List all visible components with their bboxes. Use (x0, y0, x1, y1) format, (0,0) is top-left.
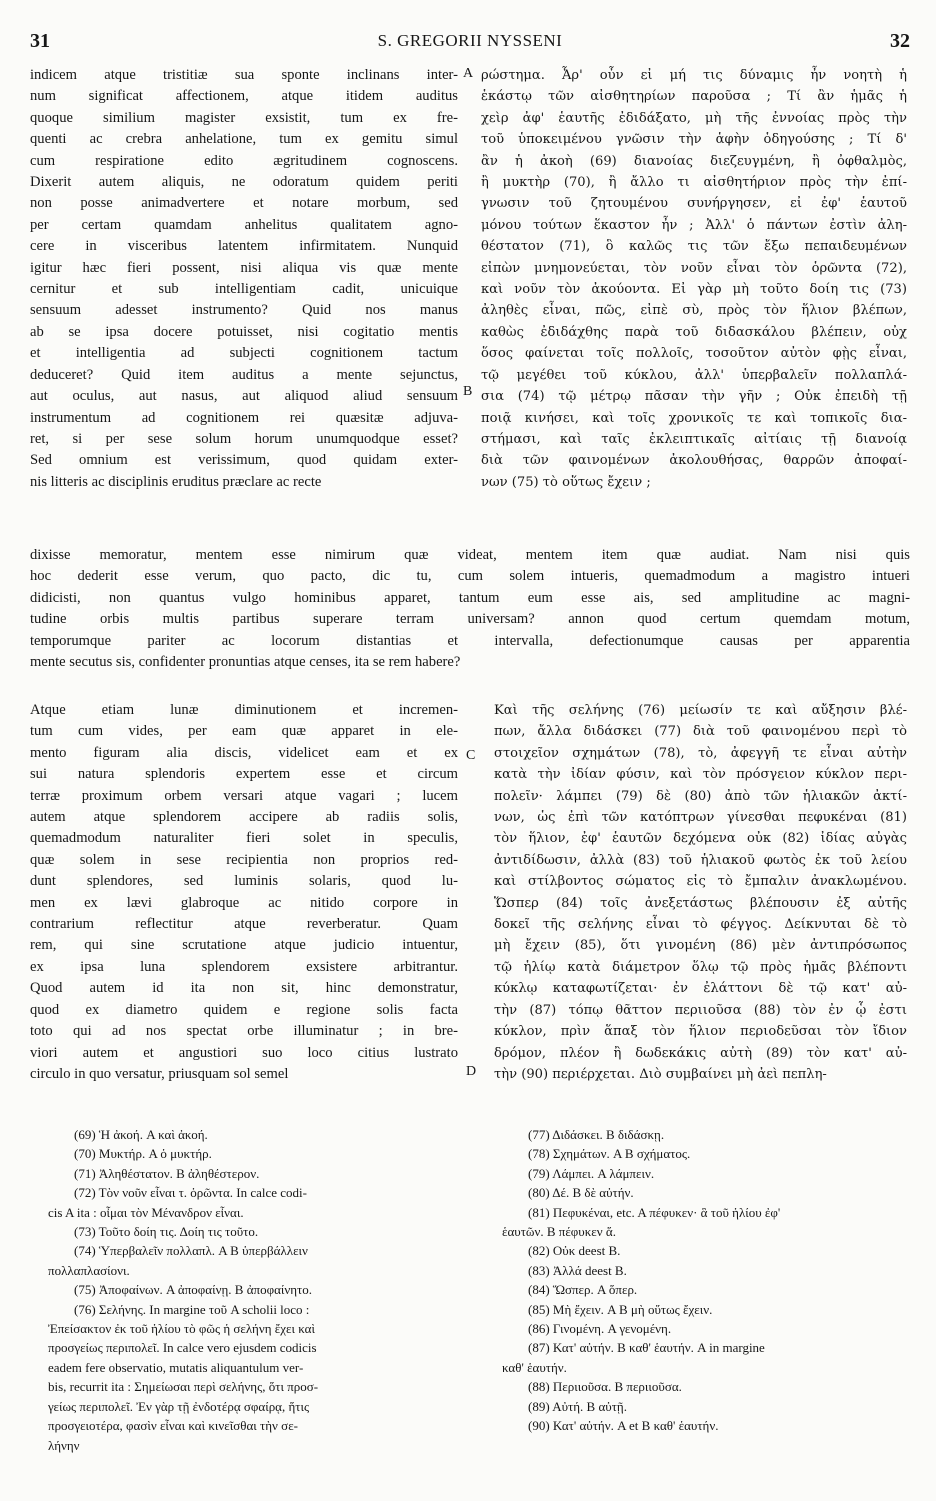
text-line: per certam quamdam anhelitus qualitatem agno- (30, 216, 458, 233)
text-line: terræ proximum orbem versari atque vagari ; lucem (30, 787, 458, 804)
footnote-line: (71) Ἀληθέστατον. B ἀληθέστερον. (74, 1165, 260, 1181)
text-line: τῷ ἡλίῳ κατὰ διάμετρον ὅλῳ τῷ πρὸς ἡμᾶς βλέποντι (494, 959, 907, 975)
text-line: quenti ac crebra anhelatione, tum ex gemitu simul (30, 131, 458, 148)
text-line: quemadmodum naturaliter fieri solet in speculis, (30, 830, 458, 847)
text-line: πων, ἄλλα διδάσκει (77) διὰ τοῦ φαινομένου περὶ τὸ (494, 724, 907, 740)
footnote-line: προσγειοτέρα, φασὶν εἶναι καὶ κινεῖσθαι τὴν σε- (48, 1418, 298, 1434)
footnote-line: (89) Αὐτή. B αὐτῇ. (528, 1398, 627, 1414)
text-line: dunt splendores, sed luminis solaris, quod lu- (30, 873, 458, 890)
text-line: rem, qui sine scrutatione atque judicio intuentur, (30, 937, 458, 954)
text-line: θέστατον (71), ὃ καλῶς τις τῶν ἔξω πεπαιδευμένων (481, 239, 907, 255)
greek-column-top (481, 65, 907, 493)
text-line: τὴν (87) τόπῳ θᾶττον περιιοῦσα (88) τὸν ἐν ᾧ ἐστι (494, 1002, 907, 1018)
text-line: στοιχεῖον σχημάτων (78), τὸ, ἀφεγγῆ τε εἶναι αὐτὴν (494, 745, 907, 761)
text-line: toto qui ad nos spectat orbe illuminatur ; in bre- (30, 1023, 458, 1040)
text-line: καθὼς ἐδιδάχθης παρὰ τοῦ διδασκάλου βλέπειν, οὐχ (481, 324, 907, 340)
text-line: didicisti, non quantus vulgo hominibus apparet, tantum eum esse ais, sed amplitudine ac magni- (30, 589, 910, 606)
text-line: ἢ μυκτὴρ (70), ἢ ἄλλο τι αἰσθητήριον πρὸς τὴν ἐπί- (481, 175, 907, 191)
footnote-line: (86) Γινομένη. A γενομένη. (528, 1321, 672, 1337)
text-line: κύκλον, πρὶν ἅπαξ τὸν ἥλιον περιοδεῦσαι τὸν ἴδιον (494, 1024, 907, 1040)
footnote-line: λήνην (48, 1437, 80, 1453)
text-line: instrumentum ad cognitionem rei quæsitæ adjuva- (30, 409, 458, 426)
text-line: Καὶ τῆς σελήνης (76) μείωσίν τε καὶ αὔξησιν βλέ- (494, 703, 907, 718)
text-line: ret, si per sese solum horum unumquodque esset? (30, 430, 458, 447)
text-line: ἂν ἡ ἀκοὴ (69) διανοίας διεζευγμένη, ἢ ὀφθαλμὸς, (481, 153, 907, 169)
text-line: mento figuram alia discis, videlicet eam et ex (30, 744, 458, 761)
footnotes-left (30, 1125, 470, 1455)
footnote-line: (73) Τοῦτο δοίη τις. Δοίη τις τοῦτο. (74, 1224, 259, 1240)
text-line: κύκλῳ καταφωτίζεται· ἐν ἐλάττονι δὲ τῷ κατ' αὐ- (494, 981, 907, 997)
text-line: Sed omnium est verissimum, quod quidam exter- (30, 452, 458, 469)
footnote-line: καθ' ἑαυτήν. (502, 1359, 567, 1375)
text-line: Quod autem id ita non sit, hinc demonstratur, (30, 980, 458, 997)
footnote-line: (78) Σχημάτων. A B σχήματος. (528, 1146, 691, 1162)
text-line: ἀντιδίδωσιν, ἀλλὰ (83) τοῦ ἡλιακοῦ φωτὸς ἐκ τοῦ λείου (494, 852, 907, 868)
footnote-line: eadem fere observatio, mutatis aliquantulum ver- (48, 1359, 304, 1375)
text-line: τῷ μεγέθει τοῦ κύκλου, ἀλλ' ὑπερβαλεῖν πολλαπλά- (481, 367, 907, 383)
text-line: men ex lævi glabroque ac nitido corpore in (30, 894, 458, 911)
footnote-line: (75) Ἀποφαίνων. A ἀποφαίνῃ. B ἀποφαίνητο. (74, 1282, 313, 1298)
margin-marker-b: B (463, 384, 473, 399)
footnote-line: (70) Μυκτήρ. A ὁ μυκτήρ. (74, 1146, 212, 1162)
text-line: κατὰ τὴν ἰδίαν φύσιν, καὶ τὸν πρόσγειον κύκλον περι- (494, 767, 907, 783)
footnote-line: (69) Ἡ ἀκοή. A καὶ ἀκοή. (74, 1127, 208, 1142)
text-line: Atque etiam lunæ diminutionem et incremen- (30, 702, 458, 718)
footnote-line: (79) Λάμπει. A λάμπειν. (528, 1165, 655, 1181)
text-line: circulo in quo versatur, priusquam sol semel (30, 1065, 289, 1082)
text-line: νων, ὡς ἐπὶ τῶν κατόπτρων γίνεσθαι πεφυκέναι (81) (494, 810, 907, 826)
text-line: dixisse memoratur, mentem esse nimirum quæ videat, mentem item quæ audiat. Nam nisi quis (30, 547, 910, 563)
text-line: Ὥσπερ (84) τοῖς ἀνεξετάστως βλέπουσιν ἐξ αὐτῆς (494, 895, 907, 911)
text-line: quæ solem in sese recipientia non proprios red- (30, 851, 458, 868)
text-line: ex ipsa luna splendorem exsistere arbitrantur. (30, 958, 458, 975)
text-line: tum cum vides, per eam quæ apparet in ele- (30, 723, 458, 740)
text-line: ἑκάστῳ τῶν αἰσθητηρίων παροῦσα ; Τί ἂν ἡμᾶς ἡ (481, 89, 907, 105)
text-line: et intelligentia ad subjecti cognitionem tactum (30, 345, 458, 362)
text-line: cernitur et sub intelligentiam cadit, unicuique (30, 281, 458, 298)
text-line: νων (75) τὸ οὕτως ἔχειν ; (481, 474, 651, 490)
text-line: πολεῖν· λάμπει (79) δὲ (80) ἀπὸ τῶν ἡλιακῶν ἀκτί- (494, 788, 907, 804)
text-line: viori autem et angustiori suo loco citius lustrato (30, 1044, 458, 1061)
footnote-line: (82) Οὐκ deest B. (528, 1243, 621, 1259)
text-line: τὸν ἥλιον, ἐφ' ἑαυτῶν δεχόμενα οὐκ (82) ἰδίας αὐγὰς (494, 831, 907, 847)
text-line: διὰ τῶν φαινομένων ἀκολουθήσας, θαρρῶν ἀποφαί- (481, 453, 907, 469)
footnote-line: (88) Περιιοῦσα. B περιιοῦσα. (528, 1379, 682, 1395)
page-number-left: 31 (30, 30, 50, 52)
text-line: καὶ νοῦν τὸν ἀκούοντα. Εἰ γὰρ μὴ τοῦτο δοίη τις (73) (481, 282, 907, 298)
text-line: ἀληθὲς εἶναι, πῶς, εἰπὲ σὺ, πρὸς τὸν ἥλιον βλέπων, (481, 303, 907, 319)
greek-column-bottom (494, 700, 907, 1085)
footnote-line: πολλαπλασίονι. (48, 1262, 130, 1278)
footnote-line: bis, recurrit ita : Σημείωσαι περὶ σελήνης, ὅτι προσ- (48, 1379, 319, 1395)
text-line: χεὶρ ἀφ' ἑαυτῆς ἐδιδάξατο, μὴ τῆς ἐννοίας πρὸς τὴν (481, 110, 907, 126)
text-line: cum respiratione edito ægritudinem cognoscens. (30, 152, 458, 169)
text-line: sui natura splendoris expertem esse et circum (30, 766, 458, 783)
text-line: καὶ στίλβοντος σώματος εἰς τὸ ἔμπαλιν ἀνακλωμένου. (494, 874, 907, 890)
text-line: σια (74) τῷ μέτρῳ πᾶσαν τὴν γῆν ; Οὐκ ἐπειδὴ τῇ (481, 389, 907, 405)
footnote-line: (83) Ἀλλά deest B. (528, 1262, 627, 1278)
margin-marker-c: C (466, 748, 476, 763)
footnote-line: (81) Πεφυκέναι, etc. A πέφυκεν· ἃ τοῦ ἡλίου ἐφ' (528, 1204, 781, 1220)
text-line: quod ex diametro quidem e regione solis facta (30, 1001, 458, 1018)
text-line: sensuum adesset instrumento? Quid nos manus (30, 302, 458, 319)
latin-full-width-paragraph (30, 545, 910, 673)
footnote-line: γείως περιπολεῖ. Ἐν γὰρ τῇ ἐνδοτέρᾳ σφαίρᾳ, ἥτις (48, 1398, 310, 1414)
footnote-line: (87) Κατ' αὐτήν. B καθ' ἑαυτήν. A in margine (528, 1340, 765, 1356)
text-line: cere in visceribus latentem infirmitatem. Nunquid (30, 238, 458, 255)
text-line: τοῦ ὑποκειμένου γνῶσιν τὴν ἁφὴν ὁδηγούσης ; Τί δ' (481, 132, 907, 148)
text-line: δρόμον, πλέον ἢ δωδεκάκις αὐτὴ (89) τὸν κατ' αὐ- (494, 1045, 907, 1061)
page-number-right: 32 (890, 30, 910, 52)
text-line: μὴ ἔχειν (85), ὅτι γινομένη (86) μὲν ἀντιπρόσωπος (494, 938, 907, 954)
text-line: num significat affectionem, atque itidem auditus (30, 88, 458, 105)
footnotes-right (484, 1125, 909, 1436)
text-line: μόνου τούτων ἕκαστον ἦν ; Ἀλλ' ὁ πάντων ἐστὶν ἀλη- (481, 217, 907, 233)
page-header (30, 30, 910, 56)
running-title: S. GREGORII NYSSENI (377, 31, 563, 50)
margin-marker-a: A (463, 66, 474, 81)
text-line: ποιᾷ κινήσει, καὶ τοῖς χρονικοῖς τε καὶ τοπικοῖς δια- (481, 410, 907, 426)
text-line: ρώστημα. Ἆρ' οὖν εἰ μή τις δύναμις ἦν νοητὴ ἡ (481, 68, 907, 83)
footnote-line: προσγείως περιπολεῖ. In calce vero ejusdem codicis (48, 1340, 317, 1356)
text-line: quoque similium magister exsistit, tum ex fre- (30, 109, 458, 126)
footnote-line: Ἐπείσακτον ἐκ τοῦ ἡλίου τὸ φῶς ἡ σελήνη ἔχει καὶ (48, 1321, 315, 1337)
footnote-line: (77) Διδάσκει. B διδάσκῃ. (528, 1127, 665, 1142)
footnote-line: (84) Ὥσπερ. A ὅπερ. (528, 1282, 638, 1298)
text-line: ὅσος φαίνεται τοῖς πολλοῖς, τοσοῦτον αὐτὸν φῂς εἶναι, (481, 346, 907, 362)
text-line: mente secutus sis, confidenter pronuntias atque censes, ita se rem habere? (30, 654, 461, 671)
text-line: non posse animadvertere et notare morbum, sed (30, 195, 458, 212)
footnote-line: (90) Κατ' αὐτήν. A et B καθ' ἑαυτήν. (528, 1418, 719, 1434)
text-line: autem atque splendorem accipere ab radiis solis, (30, 809, 458, 826)
text-line: aut oculus, aut nasus, aut aliquod aliud sensuum (30, 388, 458, 405)
footnote-line: (74) Ὑπερβαλεῖν πολλαπλ. A B ὑπερβάλλειν (74, 1243, 308, 1259)
text-line: nis litteris ac disciplinis eruditus præclare ac recte (30, 473, 322, 490)
text-line: igitur hæc fieri possent, nisi aliqua vis quæ mente (30, 259, 458, 276)
latin-column-bottom (30, 700, 458, 1085)
text-line: contrarium reflectitur atque reverberatur. Quam (30, 916, 458, 933)
text-line: indicem atque tristitiæ sua sponte inclinans inter- (30, 67, 458, 83)
text-line: hoc dederit esse verum, quo pacto, dic tu, cum solem intueris, quemadmodum a magistro intueri (30, 568, 910, 585)
footnote-line: (85) Μὴ ἔχειν. A B μὴ οὕτως ἔχειν. (528, 1301, 713, 1317)
text-line: τὴν (90) περιέρχεται. Διὸ συμβαίνει μὴ ἀεὶ πεπλη- (494, 1066, 827, 1082)
text-line: temporumque pariter ac locorum distantias et intervalla, defectionumque causas per apparentia (30, 632, 910, 649)
footnote-line: ἑαυτῶν. B πέφυκεν ἅ. (502, 1224, 616, 1240)
latin-column-top (30, 65, 458, 493)
margin-marker-d: D (466, 1064, 477, 1079)
text-line: tudine orbis multis partibus superare terram universam? annon quod certum quemdam motum, (30, 611, 910, 628)
text-line: ab se ipsa docere potuisset, nisi cogitatio mentis (30, 323, 458, 340)
footnote-line: (72) Τὸν νοῦν εἶναι τ. ὁρῶντα. In calce codi- (74, 1185, 307, 1201)
text-line: Dixerit autem aliquis, ne odoratum quidem periti (30, 174, 458, 191)
text-line: γνωσιν τοῦ ζητουμένου συνήργησεν, εἰ ἐφ' ἑαυτοῦ (481, 196, 907, 212)
footnote-line: (80) Δέ. B δὲ αὐτήν. (528, 1185, 634, 1201)
text-line: στήμασι, καὶ ταῖς ἐκλειπτικαῖς αἰτίαις τῇ διανοίᾳ (481, 431, 907, 447)
text-line: deduceret? Quid item auditus a mente sejunctus, (30, 366, 458, 383)
footnote-line: cis A ita : οἶμαι τὸν Μένανδρον εἶναι. (48, 1204, 244, 1220)
footnote-line: (76) Σελήνης. In margine τοῦ A scholii loco : (74, 1301, 310, 1317)
text-line: εἰπὼν μνημονεύεται, τὸν νοῦν εἶναι τὸν ὁρῶντα (72), (481, 260, 907, 276)
text-line: δοκεῖ τῆς σελήνης εἶναι τὸ φέγγος. Δείκνυται δὲ τὸ (494, 917, 907, 933)
